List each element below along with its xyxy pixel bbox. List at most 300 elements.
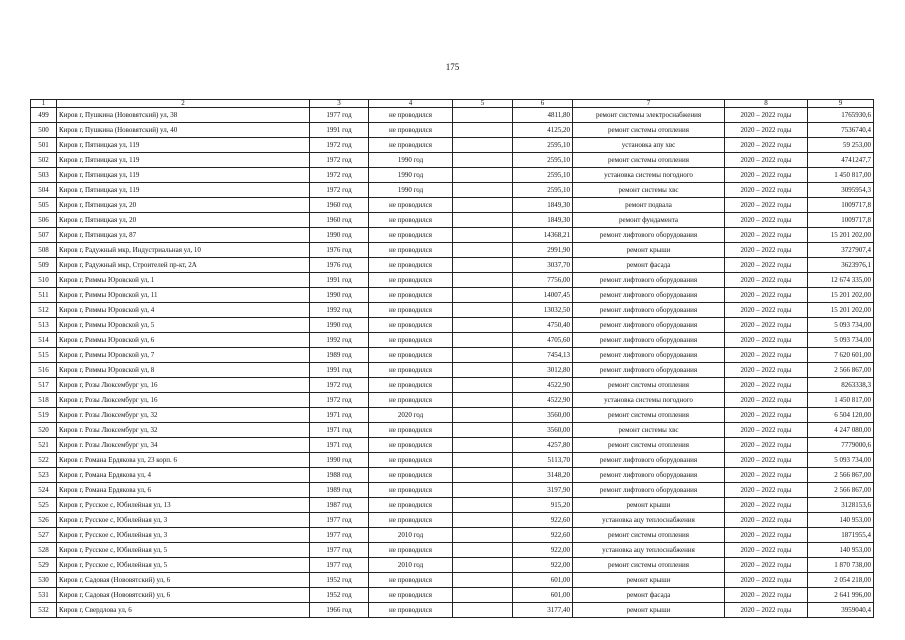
cell-area: 5113,70 [513, 453, 573, 468]
cell-address: Киров г, Риммы Юровской ул, 11 [57, 288, 310, 303]
cell-period: 2020 – 2022 годы [725, 333, 808, 348]
cell-col-5 [453, 243, 513, 258]
cell-build-year: 1992 год [310, 333, 369, 348]
cell-address: Киров г, Радужный мкр, Индустриальная ул, 10 [57, 243, 310, 258]
cell-col-5 [453, 573, 513, 588]
cell-cost: 12 674 335,00 [808, 273, 874, 288]
cell-build-year: 1990 год [310, 453, 369, 468]
cell-cost: 1009717,8 [808, 198, 874, 213]
cell-build-year: 1990 год [310, 288, 369, 303]
cell-cost: 1 870 738,00 [808, 558, 874, 573]
cell-row-number: 524 [31, 483, 57, 498]
cell-address: Киров г, Романа Ердякова ул, 4 [57, 468, 310, 483]
cell-work-type: установка системы погодного [573, 393, 725, 408]
cell-work-type: ремонт лифтового оборудования [573, 333, 725, 348]
cell-period: 2020 – 2022 годы [725, 348, 808, 363]
cell-address: Киров г, Розы Люксембург ул, 16 [57, 393, 310, 408]
table-row [31, 528, 874, 543]
cell-address: Киров г, Русское с, Юбилейная ул, 5 [57, 543, 310, 558]
cell-work-type: ремонт крыши [573, 243, 725, 258]
cell-work-type: ремонт лифтового оборудования [573, 228, 725, 243]
cell-area: 2595,10 [513, 153, 573, 168]
cell-cost: 4741247,7 [808, 153, 874, 168]
cell-row-number: 527 [31, 528, 57, 543]
cell-row-number: 522 [31, 453, 57, 468]
table-row [31, 468, 874, 483]
cell-row-number: 520 [31, 423, 57, 438]
cell-last-repair-year: 1990 год [369, 183, 453, 198]
cell-build-year: 1976 год [310, 258, 369, 273]
cell-address: Киров г, Русское с, Юбилейная ул, 5 [57, 558, 310, 573]
cell-row-number: 526 [31, 513, 57, 528]
table-row [31, 108, 874, 123]
cell-period: 2020 – 2022 годы [725, 573, 808, 588]
cell-build-year: 1972 год [310, 183, 369, 198]
cell-col-5 [453, 348, 513, 363]
cell-period: 2020 – 2022 годы [725, 123, 808, 138]
cell-work-type: ремонт системы отопления [573, 378, 725, 393]
cell-period: 2020 – 2022 годы [725, 603, 808, 618]
cell-row-number: 515 [31, 348, 57, 363]
cell-row-number: 504 [31, 183, 57, 198]
cell-address: Киров г, Пятницкая ул, 119 [57, 138, 310, 153]
cell-last-repair-year: не проводился [369, 573, 453, 588]
cell-last-repair-year: не проводился [369, 423, 453, 438]
cell-area: 915,20 [513, 498, 573, 513]
cell-period: 2020 – 2022 годы [725, 183, 808, 198]
cell-build-year: 1989 год [310, 348, 369, 363]
cell-last-repair-year: не проводился [369, 498, 453, 513]
cell-period: 2020 – 2022 годы [725, 363, 808, 378]
cell-address: Киров г, Розы Люксембург ул, 16 [57, 378, 310, 393]
cell-last-repair-year: не проводился [369, 228, 453, 243]
table-row [31, 138, 874, 153]
cell-build-year: 1991 год [310, 363, 369, 378]
cell-cost: 2 566 867,00 [808, 363, 874, 378]
table-row [31, 198, 874, 213]
cell-period: 2020 – 2022 годы [725, 423, 808, 438]
cell-cost: 3623976,1 [808, 258, 874, 273]
cell-work-type: ремонт системы отопления [573, 123, 725, 138]
cell-row-number: 509 [31, 258, 57, 273]
cell-col-5 [453, 423, 513, 438]
cell-row-number: 500 [31, 123, 57, 138]
cell-build-year: 1977 год [310, 558, 369, 573]
cell-row-number: 530 [31, 573, 57, 588]
cell-build-year: 1987 год [310, 498, 369, 513]
cell-cost: 3727907,4 [808, 243, 874, 258]
cell-build-year: 1960 год [310, 198, 369, 213]
cell-row-number: 519 [31, 408, 57, 423]
cell-work-type: ремонт фасада [573, 258, 725, 273]
cell-area: 4811,80 [513, 108, 573, 123]
cell-col-5 [453, 288, 513, 303]
cell-address: Киров г. Розы Люксембург ул, 34 [57, 438, 310, 453]
cell-area: 4522,90 [513, 393, 573, 408]
cell-address: Киров г, Свердлова ул, 6 [57, 603, 310, 618]
cell-work-type: ремонт лифтового оборудования [573, 483, 725, 498]
cell-area: 3560,00 [513, 408, 573, 423]
cell-period: 2020 – 2022 годы [725, 303, 808, 318]
cell-col-5 [453, 393, 513, 408]
table-row [31, 513, 874, 528]
cell-area: 4125,20 [513, 123, 573, 138]
cell-row-number: 502 [31, 153, 57, 168]
cell-row-number: 513 [31, 318, 57, 333]
cell-build-year: 1952 год [310, 588, 369, 603]
cell-area: 601,00 [513, 588, 573, 603]
cell-area: 2595,10 [513, 168, 573, 183]
cell-work-type: ремонт системы отопления [573, 528, 725, 543]
cell-area: 3560,00 [513, 423, 573, 438]
cell-last-repair-year: 2010 год [369, 528, 453, 543]
cell-cost: 2 566 867,00 [808, 468, 874, 483]
cell-address: Киров г, Русское с, Юбилейная ул, 13 [57, 498, 310, 513]
cell-area: 1849,30 [513, 213, 573, 228]
cell-address: Киров г, Романа Ердякова ул, 6 [57, 483, 310, 498]
cell-cost: 15 201 202,00 [808, 228, 874, 243]
table-row [31, 363, 874, 378]
cell-build-year: 1992 год [310, 303, 369, 318]
cell-area: 4257,80 [513, 438, 573, 453]
cell-period: 2020 – 2022 годы [725, 273, 808, 288]
cell-work-type: ремонт подвала [573, 198, 725, 213]
table-row [31, 348, 874, 363]
cell-last-repair-year: не проводился [369, 588, 453, 603]
cell-last-repair-year: не проводился [369, 258, 453, 273]
cell-work-type: ремонт лифтового оборудования [573, 288, 725, 303]
table-row [31, 573, 874, 588]
column-header-8: 8 [725, 100, 808, 108]
cell-row-number: 532 [31, 603, 57, 618]
cell-period: 2020 – 2022 годы [725, 288, 808, 303]
cell-last-repair-year: не проводился [369, 243, 453, 258]
cell-area: 3177,40 [513, 603, 573, 618]
cell-work-type: ремонт фундамента [573, 213, 725, 228]
cell-cost: 3128153,6 [808, 498, 874, 513]
cell-cost: 140 953,00 [808, 513, 874, 528]
table-row [31, 243, 874, 258]
table-row [31, 318, 874, 333]
cell-col-5 [453, 543, 513, 558]
cell-area: 4705,60 [513, 333, 573, 348]
cell-cost: 6 504 120,00 [808, 408, 874, 423]
cell-area: 3012,80 [513, 363, 573, 378]
cell-area: 14007,45 [513, 288, 573, 303]
cell-build-year: 1971 год [310, 408, 369, 423]
cell-col-5 [453, 483, 513, 498]
cell-last-repair-year: не проводился [369, 333, 453, 348]
cell-work-type: ремонт лифтового оборудования [573, 363, 725, 378]
cell-cost: 1009717,8 [808, 213, 874, 228]
cell-col-5 [453, 168, 513, 183]
cell-col-5 [453, 438, 513, 453]
cell-last-repair-year: не проводился [369, 483, 453, 498]
cell-col-5 [453, 333, 513, 348]
table-row [31, 273, 874, 288]
cell-cost: 7 620 601,00 [808, 348, 874, 363]
cell-address: Киров г, Пятницкая ул, 20 [57, 213, 310, 228]
cell-row-number: 517 [31, 378, 57, 393]
cell-col-5 [453, 198, 513, 213]
cell-area: 13032,50 [513, 303, 573, 318]
cell-area: 3148,20 [513, 468, 573, 483]
cell-area: 2595,10 [513, 138, 573, 153]
cell-address: Киров г, Пятницкая ул, 87 [57, 228, 310, 243]
cell-area: 922,00 [513, 543, 573, 558]
cell-work-type: ремонт системы электроснабжения [573, 108, 725, 123]
cell-last-repair-year: не проводился [369, 138, 453, 153]
cell-last-repair-year: не проводился [369, 393, 453, 408]
cell-col-5 [453, 468, 513, 483]
cell-last-repair-year: не проводился [369, 123, 453, 138]
cell-period: 2020 – 2022 годы [725, 258, 808, 273]
cell-address: Киров г, Риммы Юровской ул, 1 [57, 273, 310, 288]
table-row [31, 453, 874, 468]
cell-last-repair-year: 2010 год [369, 558, 453, 573]
cell-build-year: 1966 год [310, 603, 369, 618]
cell-work-type: ремонт лифтового оборудования [573, 273, 725, 288]
cell-build-year: 1977 год [310, 528, 369, 543]
table-row [31, 588, 874, 603]
cell-area: 4750,40 [513, 318, 573, 333]
table-row [31, 558, 874, 573]
cell-period: 2020 – 2022 годы [725, 108, 808, 123]
cell-col-5 [453, 318, 513, 333]
cell-address: Киров г, Пятницкая ул, 119 [57, 168, 310, 183]
cell-work-type: установка ацу теплоснабжения [573, 543, 725, 558]
cell-cost: 5 093 734,00 [808, 333, 874, 348]
cell-period: 2020 – 2022 годы [725, 378, 808, 393]
cell-work-type: ремонт системы отопления [573, 408, 725, 423]
cell-period: 2020 – 2022 годы [725, 468, 808, 483]
cell-row-number: 499 [31, 108, 57, 123]
cell-col-5 [453, 228, 513, 243]
cell-work-type: установка ацу теплоснабжения [573, 513, 725, 528]
table-row [31, 378, 874, 393]
cell-cost: 5 093 734,00 [808, 453, 874, 468]
cell-cost: 7536740,4 [808, 123, 874, 138]
cell-address: Киров г, Пушкина (Нововятский) ул, 40 [57, 123, 310, 138]
cell-last-repair-year: не проводился [369, 603, 453, 618]
cell-build-year: 1971 год [310, 438, 369, 453]
cell-row-number: 501 [31, 138, 57, 153]
cell-last-repair-year: не проводился [369, 513, 453, 528]
cell-col-5 [453, 453, 513, 468]
cell-build-year: 1991 год [310, 273, 369, 288]
cell-col-5 [453, 408, 513, 423]
cell-cost: 15 201 202,00 [808, 288, 874, 303]
cell-build-year: 1977 год [310, 108, 369, 123]
cell-last-repair-year: не проводился [369, 318, 453, 333]
cell-area: 7756,00 [513, 273, 573, 288]
cell-work-type: ремонт крыши [573, 603, 725, 618]
cell-work-type: ремонт крыши [573, 498, 725, 513]
cell-period: 2020 – 2022 годы [725, 228, 808, 243]
cell-build-year: 1960 год [310, 213, 369, 228]
cell-row-number: 531 [31, 588, 57, 603]
cell-period: 2020 – 2022 годы [725, 138, 808, 153]
cell-row-number: 510 [31, 273, 57, 288]
cell-last-repair-year: не проводился [369, 453, 453, 468]
cell-last-repair-year: не проводился [369, 303, 453, 318]
cell-address: Киров г, Садовая (Нововятский) ул, 6 [57, 573, 310, 588]
cell-last-repair-year: не проводился [369, 273, 453, 288]
cell-cost: 5 093 734,00 [808, 318, 874, 333]
cell-area: 922,60 [513, 513, 573, 528]
cell-build-year: 1972 год [310, 168, 369, 183]
cell-work-type: ремонт фасада [573, 588, 725, 603]
cell-address: Киров г, Риммы Юровской ул, 5 [57, 318, 310, 333]
table-row [31, 153, 874, 168]
cell-period: 2020 – 2022 годы [725, 408, 808, 423]
table-row [31, 438, 874, 453]
cell-period: 2020 – 2022 годы [725, 453, 808, 468]
column-header-6: 6 [513, 100, 573, 108]
cell-last-repair-year: не проводился [369, 438, 453, 453]
cell-period: 2020 – 2022 годы [725, 243, 808, 258]
cell-period: 2020 – 2022 годы [725, 198, 808, 213]
cell-period: 2020 – 2022 годы [725, 588, 808, 603]
cell-work-type: установка апу хвс [573, 138, 725, 153]
table-row [31, 213, 874, 228]
cell-col-5 [453, 153, 513, 168]
cell-cost: 2 641 996,00 [808, 588, 874, 603]
cell-last-repair-year: не проводился [369, 198, 453, 213]
cell-period: 2020 – 2022 годы [725, 438, 808, 453]
cell-build-year: 1976 год [310, 243, 369, 258]
cell-area: 922,00 [513, 558, 573, 573]
cell-cost: 1871955,4 [808, 528, 874, 543]
cell-work-type: ремонт лифтового оборудования [573, 348, 725, 363]
cell-address: Киров г, Пушкина (Нововятский) ул, 38 [57, 108, 310, 123]
cell-address: Киров г. Розы Люксембург ул, 32 [57, 408, 310, 423]
column-header-2: 2 [57, 100, 310, 108]
cell-row-number: 511 [31, 288, 57, 303]
cell-row-number: 523 [31, 468, 57, 483]
cell-work-type: ремонт лифтового оборудования [573, 318, 725, 333]
cell-col-5 [453, 138, 513, 153]
table-row [31, 543, 874, 558]
cell-build-year: 1977 год [310, 513, 369, 528]
cell-col-5 [453, 363, 513, 378]
cell-area: 2991,90 [513, 243, 573, 258]
cell-address: Киров г, Русское с, Юбилейная ул, 3 [57, 528, 310, 543]
cell-cost: 2 566 867,00 [808, 483, 874, 498]
table-header [31, 100, 874, 108]
cell-col-5 [453, 183, 513, 198]
cell-cost: 59 253,00 [808, 138, 874, 153]
cell-period: 2020 – 2022 годы [725, 528, 808, 543]
cell-col-5 [453, 123, 513, 138]
cell-build-year: 1971 год [310, 423, 369, 438]
cell-build-year: 1972 год [310, 378, 369, 393]
cell-cost: 1765930,6 [808, 108, 874, 123]
cell-row-number: 525 [31, 498, 57, 513]
cell-work-type: ремонт системы хвс [573, 423, 725, 438]
cell-col-5 [453, 213, 513, 228]
cell-row-number: 514 [31, 333, 57, 348]
table-row [31, 498, 874, 513]
table-row [31, 408, 874, 423]
cell-address: Киров г, Садовая (Нововятский) ул, 6 [57, 588, 310, 603]
cell-address: Киров г, Радужный мкр, Строителей пр-кт, 2А [57, 258, 310, 273]
cell-col-5 [453, 588, 513, 603]
cell-last-repair-year: не проводился [369, 288, 453, 303]
cell-row-number: 506 [31, 213, 57, 228]
cell-address: Киров г, Риммы Юровской ул, 8 [57, 363, 310, 378]
table-row [31, 258, 874, 273]
cell-row-number: 512 [31, 303, 57, 318]
cell-work-type: ремонт системы отопления [573, 558, 725, 573]
cell-cost: 4 247 080,00 [808, 423, 874, 438]
cell-row-number: 516 [31, 363, 57, 378]
cell-row-number: 508 [31, 243, 57, 258]
cell-period: 2020 – 2022 годы [725, 513, 808, 528]
cell-build-year: 1977 год [310, 543, 369, 558]
cell-row-number: 507 [31, 228, 57, 243]
cell-cost: 15 201 202,00 [808, 303, 874, 318]
cell-build-year: 1972 год [310, 138, 369, 153]
column-header-7: 7 [573, 100, 725, 108]
table-row [31, 393, 874, 408]
cell-area: 2595,10 [513, 183, 573, 198]
cell-work-type: ремонт крыши [573, 573, 725, 588]
cell-last-repair-year: не проводился [369, 378, 453, 393]
cell-work-type: ремонт лифтового оборудования [573, 453, 725, 468]
table-row [31, 228, 874, 243]
cell-period: 2020 – 2022 годы [725, 318, 808, 333]
cell-area: 922,60 [513, 528, 573, 543]
cell-period: 2020 – 2022 годы [725, 153, 808, 168]
cell-last-repair-year: 1990 год [369, 153, 453, 168]
cell-col-5 [453, 273, 513, 288]
cell-period: 2020 – 2022 годы [725, 168, 808, 183]
table-row [31, 603, 874, 618]
cell-area: 601,00 [513, 573, 573, 588]
page-number: 175 [445, 62, 460, 72]
repair-schedule-table [30, 99, 874, 618]
cell-cost: 7779000,6 [808, 438, 874, 453]
cell-address: Киров г, Русское с, Юбилейная ул, 3 [57, 513, 310, 528]
table-row [31, 123, 874, 138]
table-row [31, 168, 874, 183]
cell-cost: 140 953,00 [808, 543, 874, 558]
cell-period: 2020 – 2022 годы [725, 558, 808, 573]
cell-address: Киров г, Риммы Юровской ул, 4 [57, 303, 310, 318]
cell-cost: 3095954,3 [808, 183, 874, 198]
cell-row-number: 521 [31, 438, 57, 453]
cell-last-repair-year: 2020 год [369, 408, 453, 423]
cell-area: 14368,21 [513, 228, 573, 243]
cell-period: 2020 – 2022 годы [725, 543, 808, 558]
cell-area: 3037,70 [513, 258, 573, 273]
column-header-4: 4 [369, 100, 453, 108]
cell-row-number: 503 [31, 168, 57, 183]
cell-work-type: ремонт системы отопления [573, 153, 725, 168]
cell-area: 1849,30 [513, 198, 573, 213]
cell-area: 7454,13 [513, 348, 573, 363]
cell-col-5 [453, 108, 513, 123]
cell-last-repair-year: не проводился [369, 468, 453, 483]
cell-row-number: 528 [31, 543, 57, 558]
cell-row-number: 529 [31, 558, 57, 573]
cell-address: Киров г. Розы Люксембург ул, 32 [57, 423, 310, 438]
cell-period: 2020 – 2022 годы [725, 393, 808, 408]
cell-build-year: 1989 год [310, 483, 369, 498]
cell-build-year: 1990 год [310, 228, 369, 243]
cell-area: 4522,90 [513, 378, 573, 393]
